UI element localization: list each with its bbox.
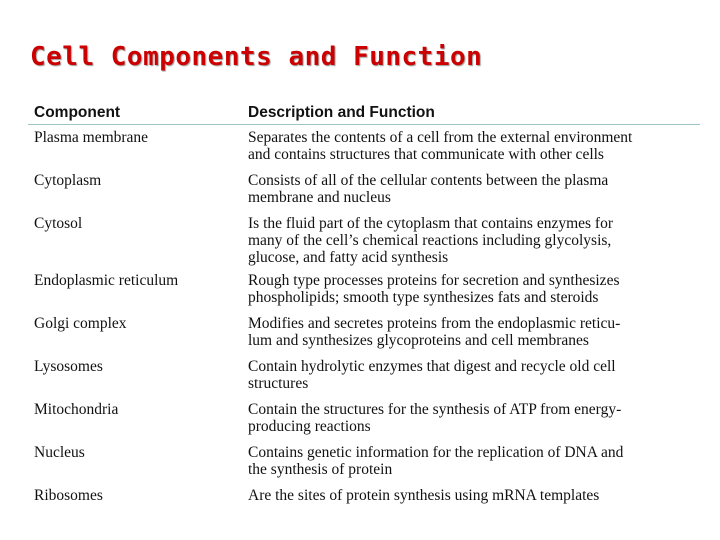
header-component: Component [34,104,121,121]
component-description: Modifies and secretes proteins from the endoplasmic reticu- lum and synthesizes glycoproteins and cell membranes [248,315,621,349]
header-description: Description and Function [248,104,435,121]
table-row [28,487,700,509]
component-name: Golgi complex [34,315,127,332]
component-description: Contain the structures for the synthesis of ATP from energy- producing reactions [248,401,622,435]
component-name: Cytosol [34,215,83,232]
slide-title: Cell Components and Function [30,42,483,72]
table-row [28,358,700,401]
component-name: Mitochondria [34,401,119,418]
component-name: Ribosomes [34,487,103,504]
component-name: Cytoplasm [34,172,102,189]
component-description: Is the fluid part of the cytoplasm that contains enzymes for many of the cell’s chemical reactions including glycolysis, glucose, and fatty acid synthesis [248,215,614,266]
component-description: Rough type processes proteins for secretion and synthesizes phospholipids; smooth type synthesizes fats and steroids [248,272,620,306]
table-row [28,401,700,444]
component-name: Lysosomes [34,358,103,375]
component-name: Nucleus [34,444,85,461]
component-description: Are the sites of protein synthesis using mRNA templates [248,487,600,504]
table-row [28,444,700,487]
component-description: Consists of all of the cellular contents between the plasma membrane and nucleus [248,172,609,206]
component-description: Separates the contents of a cell from the external environment and contains structures that communicate with other cells [248,129,633,163]
component-name: Endoplasmic reticulum [34,272,179,289]
components-table [28,100,700,509]
table-header [28,100,700,125]
table-row [28,215,700,272]
component-description: Contain hydrolytic enzymes that digest and recycle old cell structures [248,358,616,392]
table-row [28,129,700,172]
component-name: Plasma membrane [34,129,149,146]
table-row [28,172,700,215]
table-row [28,272,700,315]
component-description: Contains genetic information for the replication of DNA and the synthesis of protein [248,444,624,478]
table-row [28,315,700,358]
